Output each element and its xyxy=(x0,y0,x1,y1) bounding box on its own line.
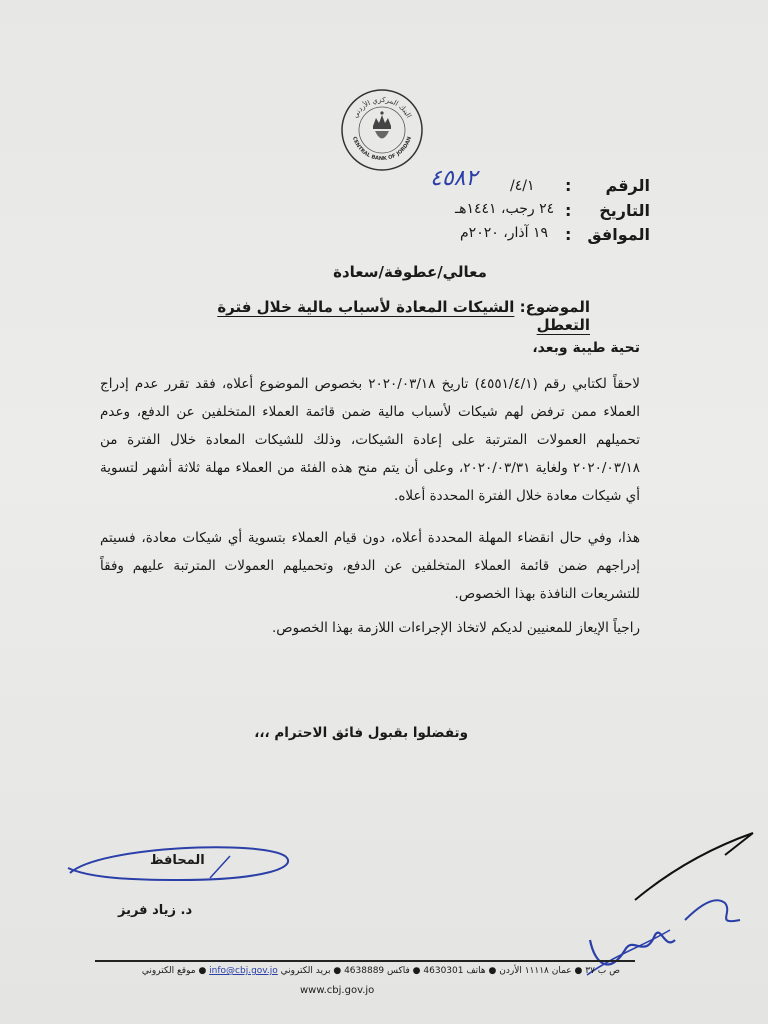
subject-text: الشيكات المعادة لأسباب مالية خلال فترة التعطل xyxy=(217,298,590,334)
gregorian-date: ١٩ آذار، ٢٠٢٠م xyxy=(460,225,548,241)
subject-label: الموضوع: xyxy=(519,298,590,316)
signature-title: المحافظ xyxy=(150,853,205,868)
crown-emblem-icon xyxy=(373,111,391,138)
body-paragraph: راجياً الإيعاز للمعنيين لديكم لاتخاذ الإجراءات اللازمة بهذا الخصوص. xyxy=(272,620,640,636)
ref-value: ٤/١/ xyxy=(510,178,535,194)
footer-website-label: ● موقع الكتروني xyxy=(141,966,207,976)
ref-colon: : xyxy=(565,176,572,195)
ref-label: الرقم xyxy=(605,176,650,195)
body-paragraph: هذا، وفي حال انقضاء المهلة المحددة أعلاه، دون قيام العملاء بتسوية أي شيكات معادة، فسيتم إدراجهم ضمن قائمة العملاء المتخلفين عن الدفع، وتحميلهم العمولات المترتبة عليهم وفقاً للتشريعات النافذة بهذا الخصوص. xyxy=(100,530,640,602)
corresponding-label: الموافق xyxy=(587,225,650,244)
closing-phrase: وتفضلوا بقبول فائق الاحترام ،،، xyxy=(254,725,468,741)
date-label: التاريخ xyxy=(599,201,650,220)
hijri-date: ٢٤ رجب، ١٤٤١هـ xyxy=(455,201,555,217)
addressee: معالي/عطوفة/سعادة xyxy=(333,263,487,281)
footer-address: ص ب ٣٧ ● عمان ١١١١٨ الأردن ● هاتف 4630301 ● فاكس 4638889 ● بريد الكتروني xyxy=(280,966,620,976)
subject-line xyxy=(200,298,590,334)
footer-contact-info xyxy=(100,966,620,976)
body-paragraph: لاحقاً لكتابي رقم (٤٥٥١/٤/١) تاريخ ٢٠٢٠/٠٣/١٨ بخصوص الموضوع أعلاه، فقد تقرر عدم إدراج العملاء ممن ترفض لهم شيكات لأسباب مالية ضمن قائمة العملاء المتخلفين عن الدفع، وعدم تحميلهم العمولات المترتبة على إعادة الشيكات، وذلك للشيكات المعادة خلال الفترة من ٢٠٢٠/٠٣/١٨ ولغاية ٢٠٢٠/٠٣/٣١، وعلى أن يتم منح هذه الفئة من العملاء مهلة ثلاثة أشهر لتسوية أي شيكات معادة خلال الفترة المحددة أعلاه. xyxy=(100,376,640,504)
central-bank-seal-logo xyxy=(340,88,424,172)
seal-arabic-text: البنك المركزي الأردني xyxy=(351,95,413,120)
signatory-name: د. زياد فريز xyxy=(118,903,193,918)
seal-english-text: CENTRAL BANK OF JORDAN xyxy=(350,136,414,163)
handwritten-ref-number: ٤٥٨٢ xyxy=(430,166,478,191)
footer-website[interactable]: www.cbj.gov.jo xyxy=(300,985,375,996)
date-colon: : xyxy=(565,201,572,220)
footer-email-link[interactable]: info@cbj.gov.jo xyxy=(209,966,278,976)
svg-text:CENTRAL BANK OF JORDAN xyxy=(351,136,413,162)
greeting: تحية طيبة وبعد، xyxy=(532,340,640,356)
corresponding-colon: : xyxy=(565,225,572,244)
footer-divider xyxy=(95,960,635,962)
